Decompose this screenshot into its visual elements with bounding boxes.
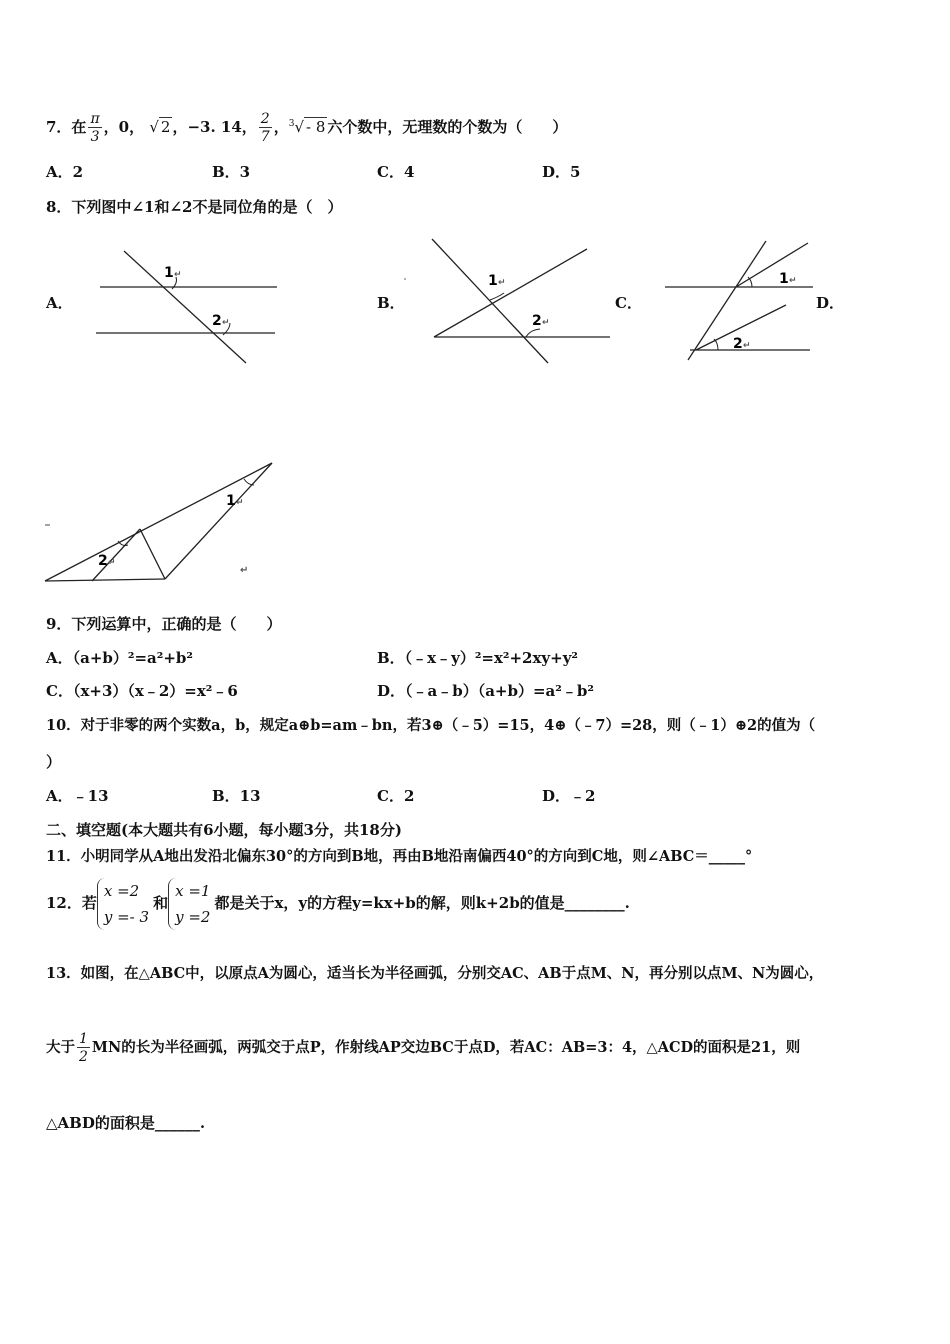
q8-figure-c (640, 235, 820, 365)
section-2-heading: 二、填空题(本大题共有6小题，每小题3分，共18分) (46, 821, 402, 839)
q7-option-a: A．2 (46, 163, 84, 181)
svg-text:↵: ↵ (542, 318, 550, 328)
q7-option-d: D．5 (542, 163, 581, 181)
q8-figure-b (400, 235, 615, 370)
system-2: x =1 y =2 (168, 878, 214, 930)
svg-text:↵: ↵ (108, 558, 116, 568)
svg-text:↵: ↵ (222, 318, 230, 328)
angle-2-label: 2 (98, 553, 108, 569)
q7-option-b: B．3 (212, 163, 251, 181)
svg-text:↵: ↵ (743, 341, 751, 351)
sqrt-2: √ 2 (149, 118, 171, 136)
cube-root-neg-8: $^3$√ - 8 (288, 118, 326, 136)
q8-label-a: A． (46, 294, 73, 312)
q7-stem-tail: 六个数中，无理数的个数为（ ） (327, 118, 568, 136)
q13-line-2: 大于 $\frac{1}{2}$ MN的长为半径画弧，两弧交于点P，作射线AP交边BC于点D，若AC：AB=3：4，△ACD的面积是21，则 (46, 1031, 801, 1065)
angle-1-label: 1 (779, 271, 789, 287)
q10-stem: 10．对于非零的两个实数a，b，规定a⊕b=am﹣bn，若3⊕（﹣5）=15，4⊕（﹣7）=28，则（﹣1）⊕2的值为（ (46, 717, 816, 734)
q12-line: 12．若 x =2 y =- 3 和 x =1 y =2 都是关于x，y的方程y=kx+b的解，则k+2b的值是________. (46, 876, 630, 930)
two-sevenths-fraction: $\frac{2}{7}$ (260, 111, 270, 145)
q10-option-b: B．13 (212, 787, 261, 805)
svg-text:↵: ↵ (236, 498, 244, 508)
angle-2-label: 2 (532, 313, 542, 329)
q7-line: 7．在 $\frac{\pi}{3}$ ，0， √ 2 ，−3. 14， $\frac{2}{7}$ ，$^3$√ - 8 六个数中，无理数的个数为（ ） (46, 111, 568, 145)
q9-option-a: A．（a+b）²=a²+b² (46, 649, 193, 667)
q13-line-3: △ABD的面积是______. (46, 1114, 206, 1132)
q10-option-c: C．2 (377, 787, 415, 805)
zero: 0， (118, 118, 145, 136)
svg-text:↵: ↵ (240, 565, 249, 576)
one-half-fraction: $\frac{1}{2}$ (79, 1031, 88, 1065)
q9-option-c: C．（x+3）（x﹣2）=x²﹣6 (46, 682, 238, 700)
svg-text:↵: ↵ (498, 278, 506, 288)
q8-label-b: B． (377, 294, 405, 312)
q10-option-d: D．﹣2 (542, 787, 596, 805)
q8-figure-a (90, 245, 290, 370)
q8-figure-d (40, 455, 280, 590)
angle-2-label: 2 (733, 336, 743, 352)
svg-text:↵: ↵ (789, 276, 797, 286)
pi-over-3-fraction: $\frac{\pi}{3}$ (90, 111, 100, 145)
q10-stem-end: ） (46, 753, 62, 771)
q12-stem-tail: 都是关于x，y的方程y=kx+b的解，则k+2b的值是________. (214, 894, 630, 912)
q8-label-d: D． (816, 294, 845, 312)
q9-option-b: B．（﹣x﹣y）²=x²+2xy+y² (377, 649, 579, 667)
q7-option-c: C．4 (377, 163, 415, 181)
q7-number: 7．在 (46, 118, 87, 136)
q8-stem: 8．下列图中∠1和∠2不是同位角的是（ ） (46, 198, 343, 216)
q13-line-1: 13．如图，在△ABC中，以原点A为圆心，适当长为半径画弧，分别交AC、AB于点M、N，再分别以点M、N为圆心， (46, 965, 824, 982)
angle-1-label: 1 (164, 265, 174, 281)
q9-stem: 9．下列运算中，正确的是（ ） (46, 615, 282, 633)
q11-text: 11．小明同学从A地出发沿北偏东30°的方向到B地，再由B地沿南偏西40°的方向到C地，则∠ABC＝_____° (46, 848, 753, 865)
system-1: x =2 y =- 3 (97, 878, 153, 930)
q10-option-a: A．﹣13 (46, 787, 109, 805)
svg-text:↵: ↵ (174, 270, 182, 280)
q8-label-c: C． (615, 294, 642, 312)
angle-2-label: 2 (212, 313, 222, 329)
neg-3-14: ，−3. 14， (172, 118, 257, 136)
q12-number: 12．若 (46, 894, 97, 912)
q9-option-d: D．（﹣a﹣b）（a+b）=a²﹣b² (377, 682, 594, 700)
angle-1-label: 1 (226, 493, 236, 509)
angle-1-label: 1 (488, 273, 498, 289)
